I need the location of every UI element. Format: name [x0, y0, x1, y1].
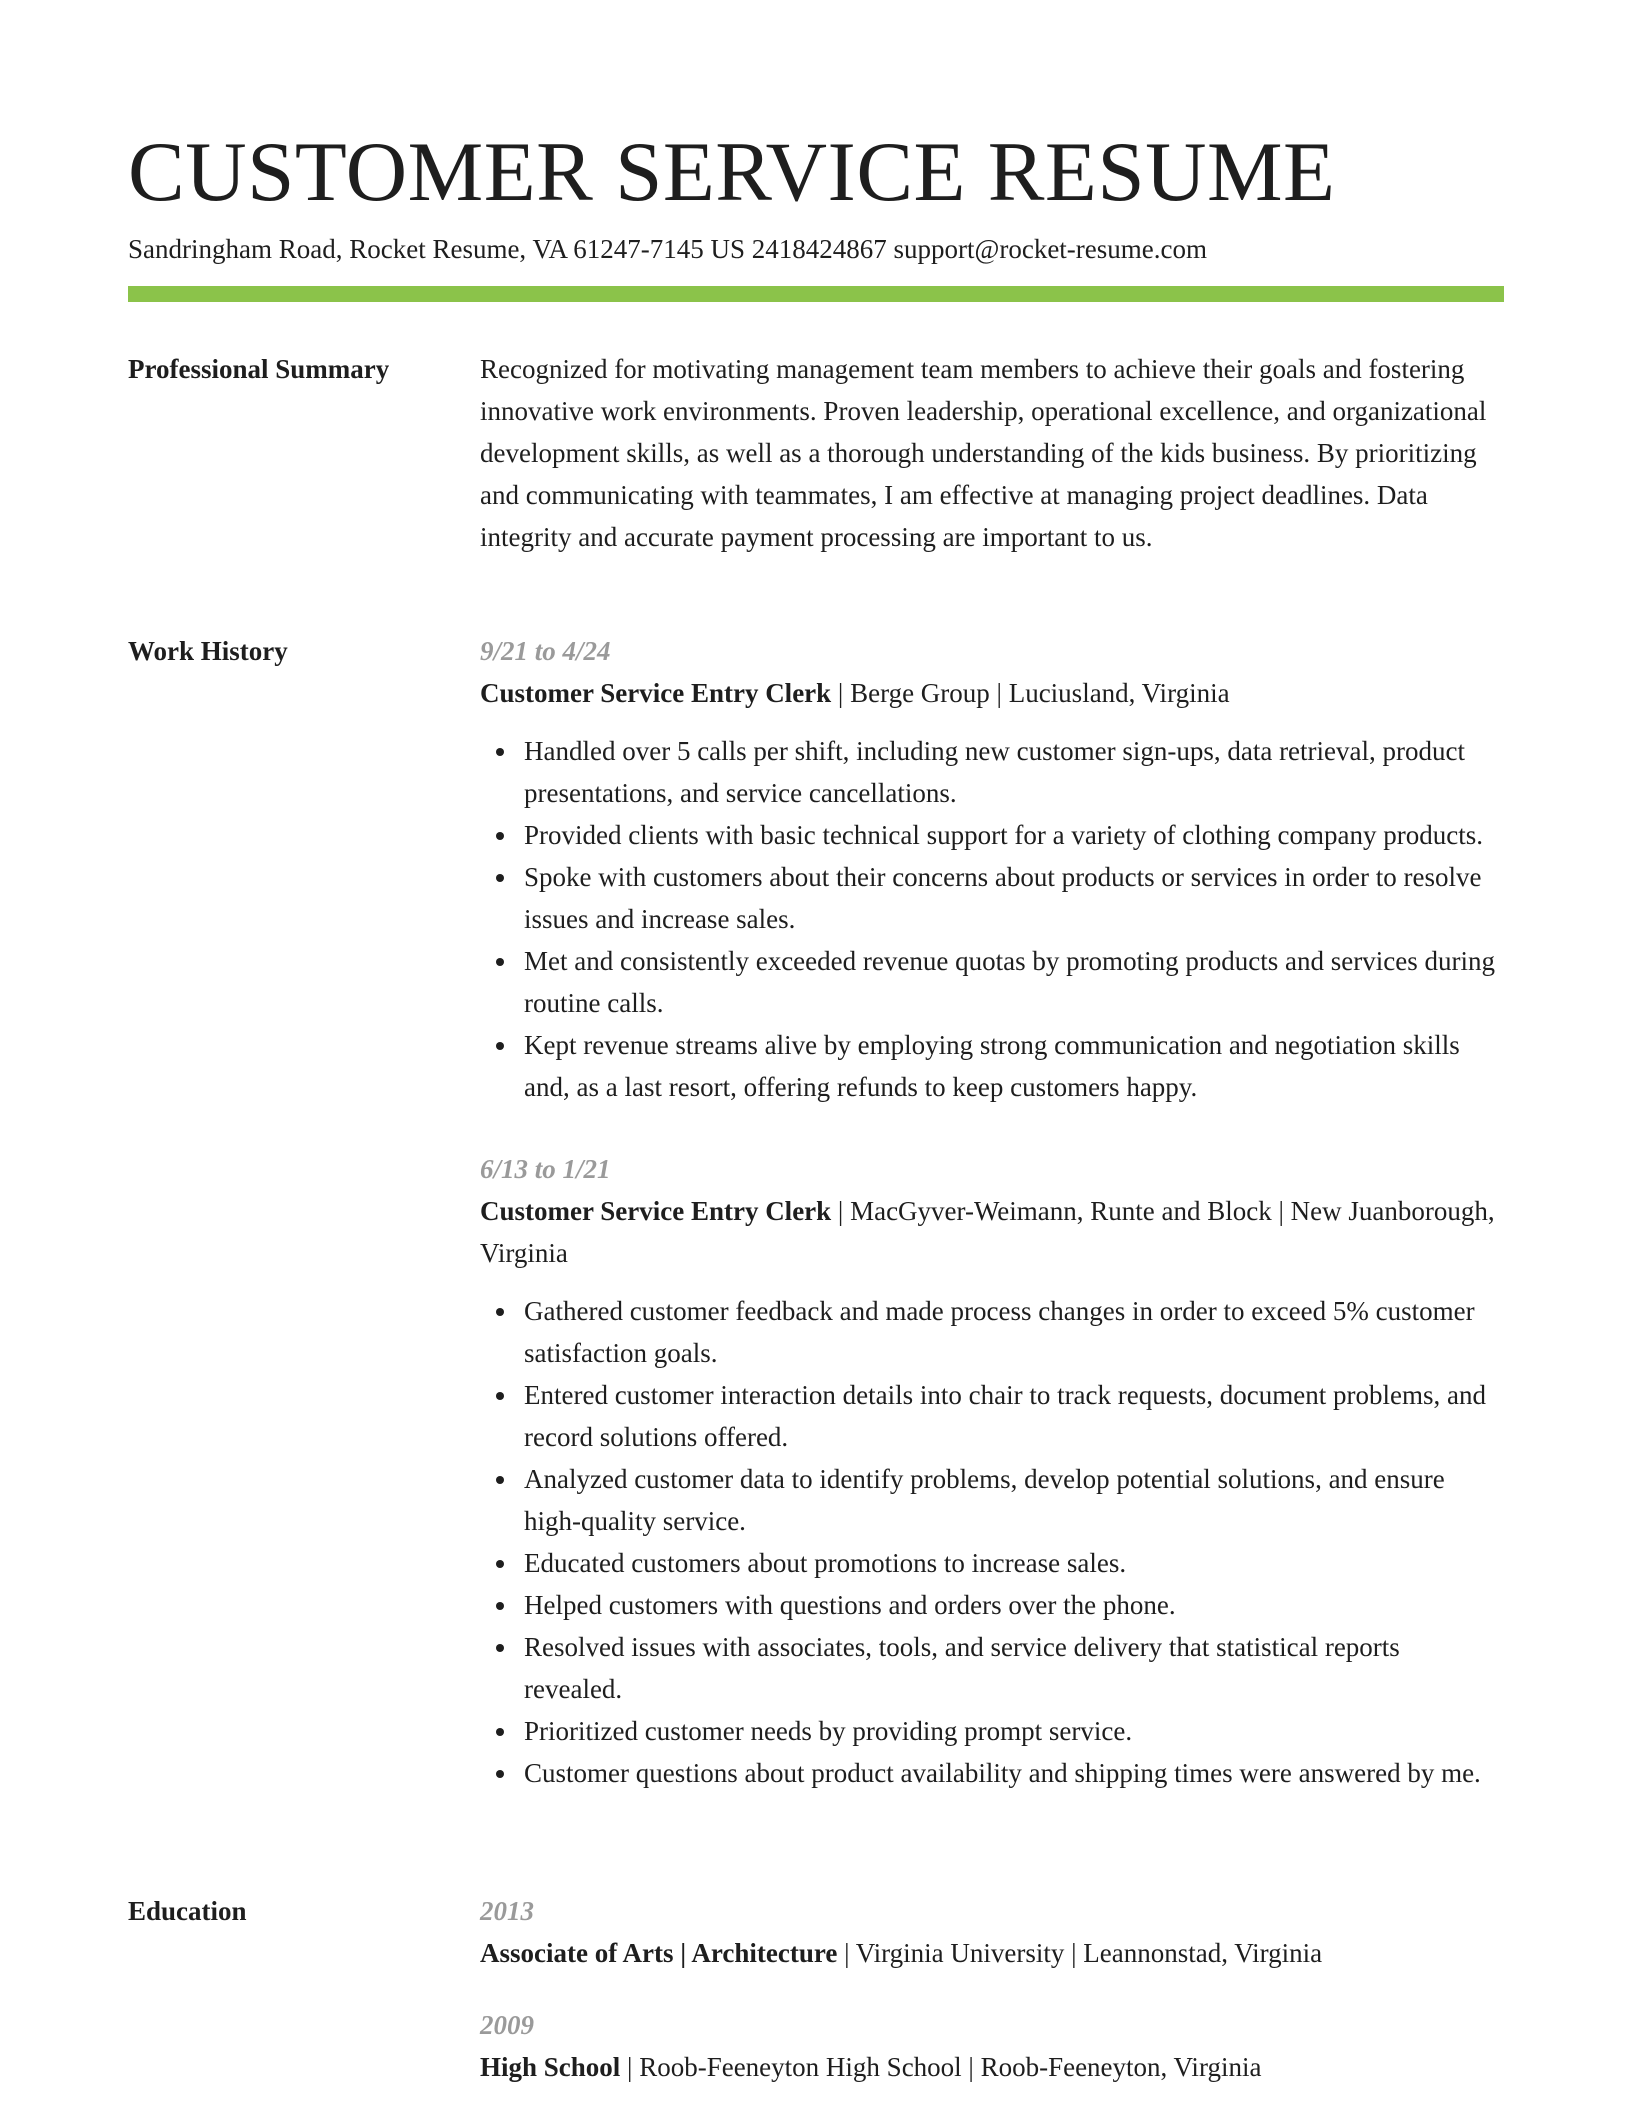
education-body	[480, 1890, 1504, 2088]
job-title: Customer Service Entry Clerk	[480, 678, 832, 708]
job-duty: Entered customer interaction details into chair to track requests, document problems, and record solutions offered.	[524, 1374, 1504, 1458]
job-role-line	[480, 672, 1504, 714]
job-duty: Met and consistently exceeded revenue quotas by promoting products and services during routine calls.	[524, 940, 1504, 1024]
job-duty: Gathered customer feedback and made process changes in order to exceed 5% customer satisfaction goals.	[524, 1290, 1504, 1374]
education-entry	[480, 1890, 1504, 1974]
header-accent-rule	[128, 286, 1504, 302]
education-line	[480, 2046, 1504, 2088]
job-title: Customer Service Entry Clerk	[480, 1196, 832, 1226]
education-year: 2009	[480, 2010, 534, 2040]
job-duty: Provided clients with basic technical support for a variety of clothing company products.	[524, 814, 1504, 856]
education-year: 2013	[480, 1896, 534, 1926]
work-history-label: Work History	[128, 636, 288, 666]
summary-body	[480, 348, 1504, 558]
job-duty: Customer questions about product availability and shipping times were answered by me.	[524, 1752, 1504, 1794]
resume-title: CUSTOMER SERVICE RESUME	[128, 125, 1336, 219]
education-degree: Associate of Arts | Architecture	[480, 1938, 838, 1968]
education-entry	[480, 2004, 1504, 2088]
job-employer-location: | Berge Group | Luciusland, Virginia	[831, 678, 1230, 708]
contact-line	[128, 231, 1207, 267]
job-duty: Prioritized customer needs by providing prompt service.	[524, 1710, 1504, 1752]
work-history-body	[480, 630, 1504, 1794]
job-duties-list	[480, 1290, 1504, 1794]
education-line	[480, 1932, 1504, 1974]
education-label: Education	[128, 1896, 247, 1926]
job-dates: 9/21 to 4/24	[480, 636, 611, 666]
job-duty: Educated customers about promotions to increase sales.	[524, 1542, 1504, 1584]
education-degree: High School	[480, 2052, 621, 2082]
job-entry	[480, 1148, 1504, 1794]
job-duties-list	[480, 730, 1504, 1108]
job-duty: Handled over 5 calls per shift, including new customer sign-ups, data retrieval, product presentations, and service cancellations.	[524, 730, 1504, 814]
summary-text: Recognized for motivating management team members to achieve their goals and fostering innovative work environments. Proven leadership, operational excellence, and organizational development skills, as well as a thorough understanding of the kids business. By prioritizing and communicating with teammates, I am effective at managing project deadlines. Data integrity and accurate payment processing are important to us.	[480, 354, 1487, 552]
job-dates: 6/13 to 1/21	[480, 1154, 611, 1184]
job-role-line	[480, 1190, 1504, 1274]
contact-phone: 2418424867	[751, 234, 887, 264]
job-entry	[480, 630, 1504, 1108]
job-duty: Helped customers with questions and orders over the phone.	[524, 1584, 1504, 1626]
contact-address: Sandringham Road, Rocket Resume, VA 61247-7145 US	[128, 234, 745, 264]
summary-label: Professional Summary	[128, 354, 390, 384]
education-school-location: | Virginia University | Leannonstad, Virginia	[837, 1938, 1323, 1968]
job-employer-location: | MacGyver-Weimann, Runte and Block | New Juanborough, Virginia	[480, 1196, 1495, 1268]
job-duty: Kept revenue streams alive by employing strong communication and negotiation skills and, as a last resort, offering refunds to keep customers happy.	[524, 1024, 1504, 1108]
job-duty: Spoke with customers about their concerns about products or services in order to resolve issues and increase sales.	[524, 856, 1504, 940]
contact-email: support@rocket-resume.com	[893, 234, 1208, 264]
education-school-location: | Roob-Feeneyton High School | Roob-Feeneyton, Virginia	[620, 2052, 1262, 2082]
job-duty: Analyzed customer data to identify problems, develop potential solutions, and ensure high-quality service.	[524, 1458, 1504, 1542]
job-duty: Resolved issues with associates, tools, and service delivery that statistical reports revealed.	[524, 1626, 1504, 1710]
